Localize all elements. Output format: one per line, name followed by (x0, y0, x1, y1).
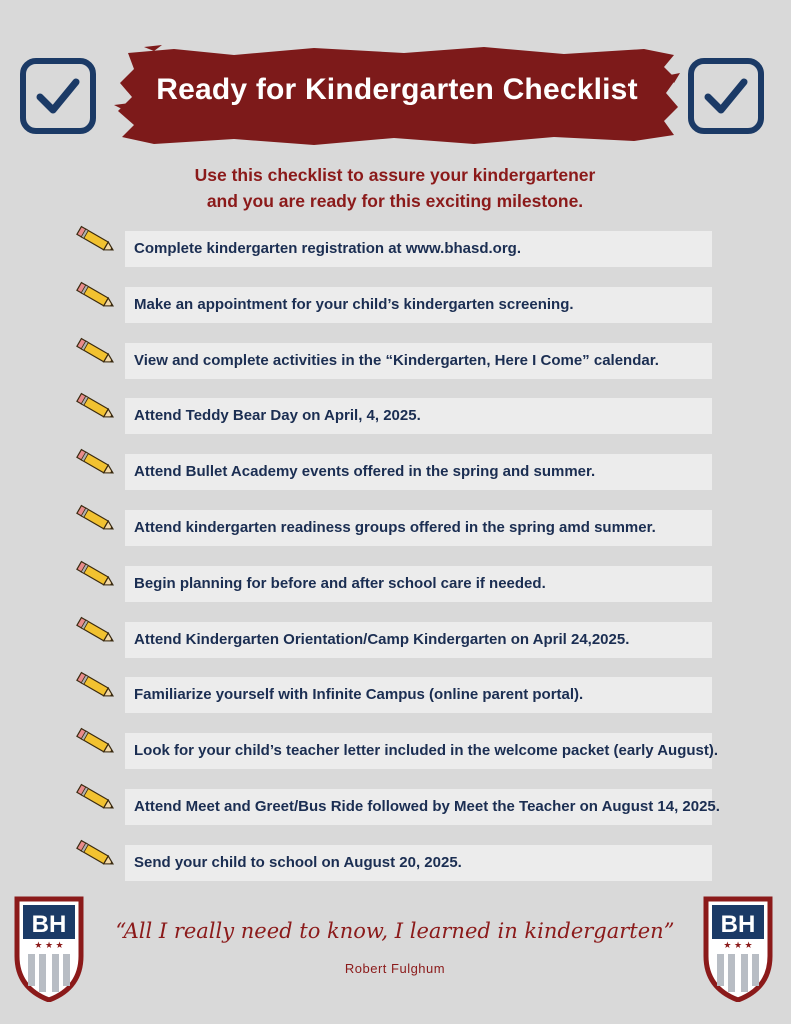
checklist-item-box (125, 454, 712, 490)
subtitle-line-1: Use this checklist to assure your kindergartener (194, 165, 596, 185)
pencil-icon (74, 502, 116, 534)
pencil-icon (74, 390, 116, 422)
school-shield-logo (703, 896, 773, 1002)
pencil-icon (74, 279, 116, 311)
checklist-item-box (125, 343, 712, 379)
subtitle (100, 162, 690, 214)
checklist-item-text: Attend Meet and Greet/Bus Ride followed by Meet the Teacher on August 14, 2025. (134, 798, 720, 815)
checklist-item-box (125, 287, 712, 323)
checklist-item (0, 845, 791, 885)
checklist-item (0, 231, 791, 271)
pencil-icon (74, 725, 116, 757)
quote: “All I really need to know, I learned in kindergarten” (115, 919, 675, 943)
pencil-icon (74, 669, 116, 701)
checklist-item-box (125, 733, 719, 769)
checklist-item-text: Look for your child’s teacher letter included in the welcome packet (early August). (134, 742, 719, 760)
checklist-item-box (125, 622, 712, 658)
checklist-item (0, 287, 791, 327)
svg-text:★ ★ ★: ★ ★ ★ (34, 940, 64, 950)
checklist-item-box (125, 398, 712, 434)
pencil-icon (74, 446, 116, 478)
checklist-item (0, 677, 791, 717)
checklist-item (0, 510, 791, 550)
checklist-item-box (125, 789, 720, 825)
checklist-item (0, 733, 791, 773)
checklist-item-text: Attend Teddy Bear Day on April, 4, 2025. (134, 407, 421, 425)
svg-text:BH: BH (31, 911, 67, 938)
checklist-item-text: Make an appointment for your child’s kindergarten screening. (134, 295, 574, 313)
svg-text:BH: BH (720, 911, 756, 938)
quote-author: Robert Fulghum (344, 961, 446, 976)
subtitle-line-2: and you are ready for this exciting milestone. (206, 191, 584, 211)
checkbox-checked-icon (20, 58, 96, 134)
checklist-item (0, 789, 791, 829)
checklist-item (0, 398, 791, 438)
pencil-icon (74, 614, 116, 646)
checklist-item-box (125, 677, 712, 713)
checklist-item-text: Begin planning for before and after school care if needed. (134, 574, 546, 592)
checklist-item (0, 622, 791, 662)
checklist-item-box (125, 566, 712, 602)
checklist-item-text: Attend Kindergarten Orientation/Camp Kindergarten on April 24,2025. (134, 630, 630, 648)
checklist-item-text: Familiarize yourself with Infinite Campus (online parent portal). (134, 686, 584, 704)
checklist-item (0, 454, 791, 494)
checklist-item-box (125, 845, 712, 881)
page-title: Ready for Kindergarten Checklist (156, 73, 638, 106)
checklist-item (0, 343, 791, 383)
checkbox-checked-icon (688, 58, 764, 134)
svg-text:★ ★ ★: ★ ★ ★ (723, 940, 753, 950)
checklist-item-text: Attend Bullet Academy events offered in the spring and summer. (134, 463, 596, 481)
pencil-icon (74, 335, 116, 367)
checklist-item-text: Send your child to school on August 20, 2025. (134, 853, 462, 871)
checklist-item-text: Attend kindergarten readiness groups offered in the spring amd summer. (134, 519, 656, 536)
pencil-icon (74, 837, 116, 869)
pencil-icon (74, 223, 116, 255)
pencil-icon (74, 558, 116, 590)
pencil-icon (74, 781, 116, 813)
checklist-item-text: Complete kindergarten registration at www.bhasd.org. (134, 240, 522, 257)
checklist-item-text: View and complete activities in the “Kindergarten, Here I Come” calendar. (134, 351, 659, 369)
checklist-item-box (125, 231, 712, 267)
checklist-item (0, 566, 791, 606)
school-shield-logo (14, 896, 84, 1002)
title-banner (114, 45, 680, 147)
checklist-item-box (125, 510, 712, 546)
